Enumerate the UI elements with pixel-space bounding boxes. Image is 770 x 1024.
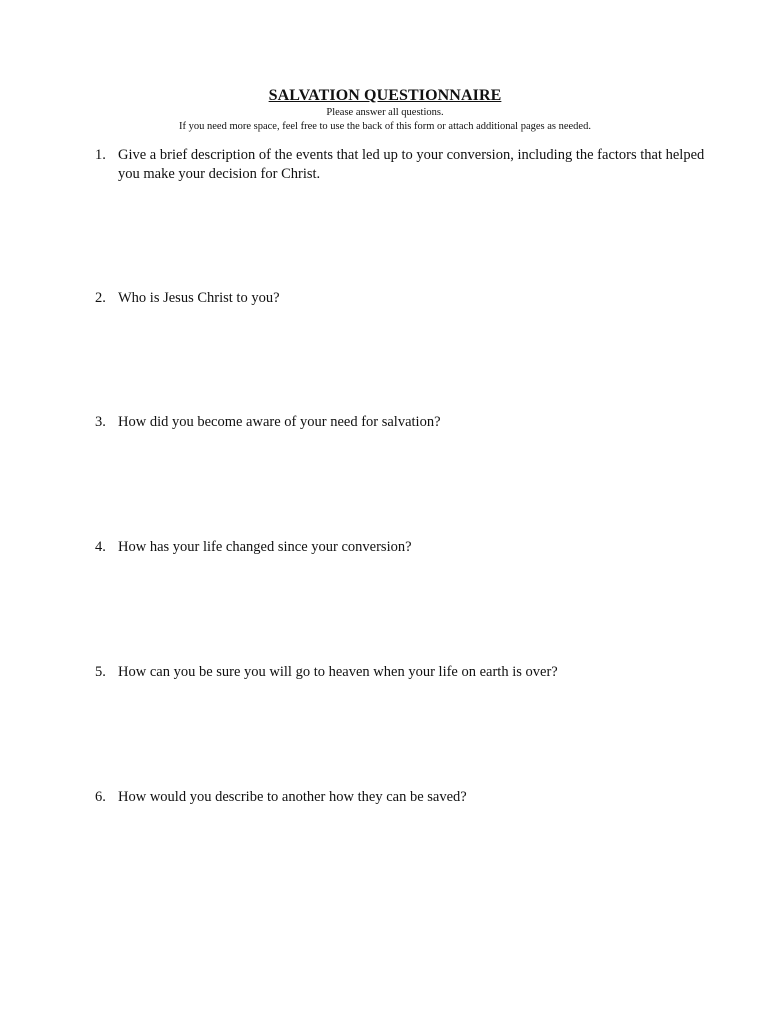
question-number: 1. [95, 147, 106, 163]
question-text: How did you become aware of your need for salvation? [118, 414, 441, 430]
question-text: How would you describe to another how they can be saved? [118, 789, 467, 805]
question-text: Give a brief description of the events that led up to your conversion, including the factors that helped you make your decision for Christ. [118, 147, 705, 182]
question-number: 3. [95, 414, 106, 430]
question-text: How can you be sure you will go to heaven when your life on earth is over? [118, 664, 558, 680]
form-subtitle: Please answer all questions. [326, 107, 444, 118]
question-number: 4. [95, 539, 106, 555]
question-text: How has your life changed since your conversion? [118, 539, 412, 555]
question-number: 2. [95, 290, 106, 306]
question-number: 6. [95, 789, 106, 805]
question-4 [95, 538, 705, 557]
question-1 [95, 146, 705, 184]
question-text: Who is Jesus Christ to you? [118, 290, 280, 306]
question-3 [95, 413, 705, 432]
question-6 [95, 788, 705, 807]
question-number: 5. [95, 664, 106, 680]
form-header [0, 86, 770, 133]
form-instructions: If you need more space, feel free to use the back of this form or attach additional pages as needed. [179, 121, 591, 132]
question-2 [95, 289, 705, 308]
form-title: SALVATION QUESTIONNAIRE [268, 87, 502, 104]
question-5 [95, 663, 705, 682]
